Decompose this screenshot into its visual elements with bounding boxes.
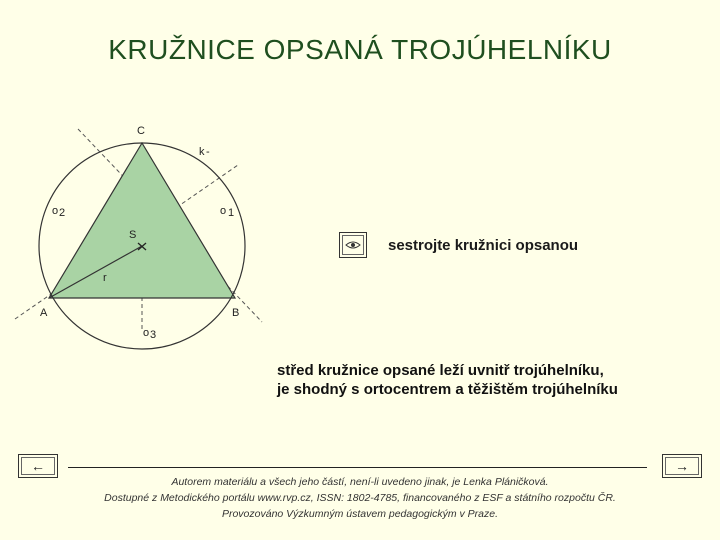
- axis-label-o3: o: [143, 327, 150, 339]
- axis-label-o2: o: [52, 205, 59, 217]
- radius-label-r: r: [103, 272, 107, 284]
- vertex-label-a: A: [40, 307, 48, 319]
- credits: [0, 474, 720, 522]
- vertex-label-b: B: [232, 307, 240, 319]
- circle-label-k-dot: -: [206, 146, 210, 158]
- axis-label-o3-sub: 3: [150, 329, 157, 341]
- credits-line-1: Autorem materiálu a všech jeho částí, není-li uvedeno jinak, je Lenka Pláničková.: [171, 476, 549, 488]
- credits-line-2: Dostupné z Metodického portálu www.rvp.cz, ISSN: 1802-4785, financovaného z ESF a státního rozpočtu ČR.: [104, 492, 616, 504]
- axis-label-o2-sub: 2: [59, 207, 66, 219]
- circle-label-k: k: [199, 146, 205, 158]
- conclusion-line-1: střed kružnice opsané leží uvnitř trojúhelníku,: [277, 362, 604, 379]
- footer-divider: [68, 467, 647, 468]
- conclusion-line-2: je shodný s ortocentrem a těžištěm trojúhelníku: [277, 381, 618, 398]
- instruction-text: sestrojte kružnici opsanou: [388, 237, 579, 254]
- arrow-right-icon: →: [665, 457, 699, 475]
- vertex-label-c: C: [137, 125, 145, 137]
- axis-label-o1: o: [220, 205, 227, 217]
- center-label-s: S: [129, 229, 137, 241]
- credits-line-3: Provozováno Výzkumným ústavem pedagogickým v Praze.: [221, 508, 499, 520]
- axis-label-o1-sub: 1: [228, 207, 235, 219]
- arrow-left-icon: ←: [21, 457, 55, 475]
- show-circle-button[interactable]: [339, 232, 367, 258]
- eye-icon: [342, 235, 364, 255]
- page-title: KRUŽNICE OPSANÁ TROJÚHELNÍKU: [108, 34, 612, 65]
- conclusion-text: [277, 361, 618, 399]
